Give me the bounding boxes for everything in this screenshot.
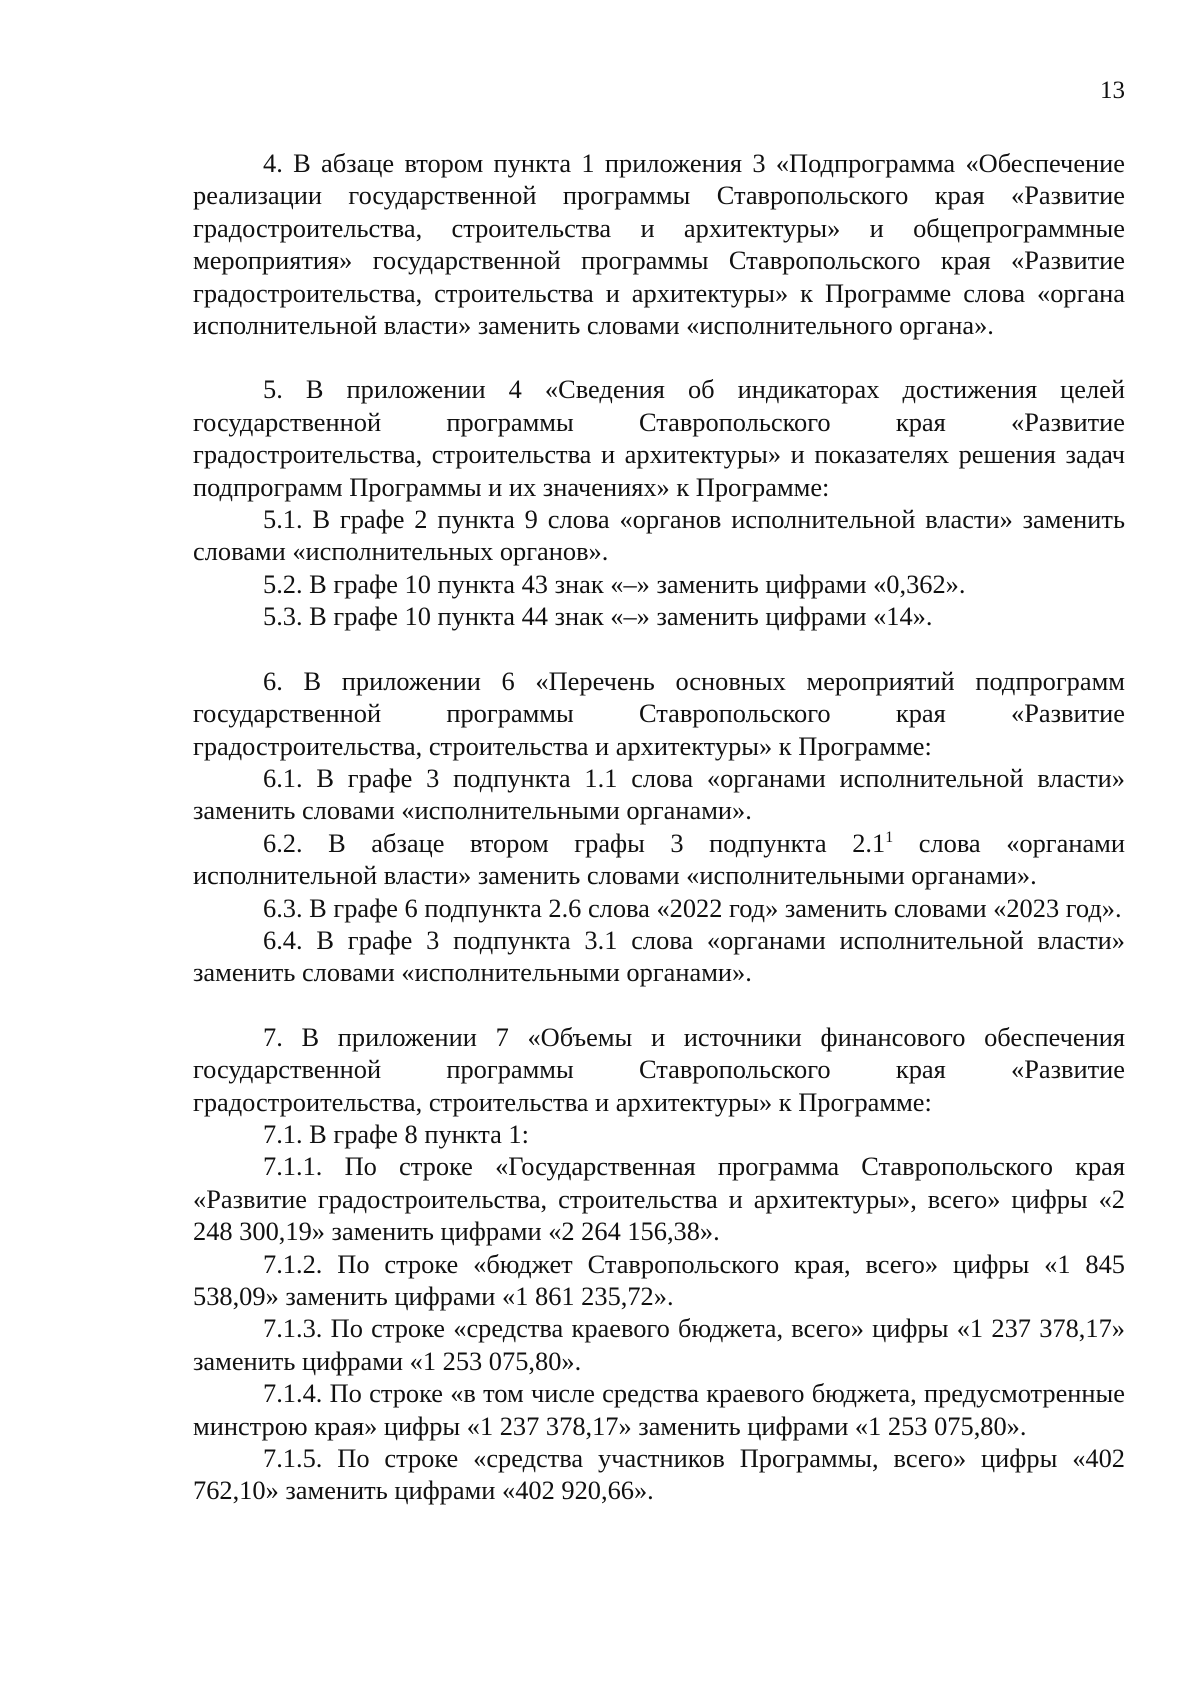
paragraph-7-1: 7.1. В графе 8 пункта 1: <box>263 1118 529 1149</box>
paragraph-6-2 <box>193 827 1125 892</box>
paragraph-7-1-5: 7.1.5. По строке «средства участников Программы, всего» цифры «402 762,10» заменить цифрами «402 920,66». <box>193 1443 1125 1506</box>
paragraph-5-3: 5.3. В графе 10 пункта 44 знак «–» заменить цифрами «14». <box>263 601 933 632</box>
paragraph-7-1-2: 7.1.2. По строке «бюджет Ставропольского края, всего» цифры «1 845 538,09» заменить цифрами «1 861 235,72». <box>193 1248 1125 1311</box>
paragraph-7-1-1: 7.1.1. По строке «Государственная программа Ставропольского края «Развитие градостроительства, строительства и архитектуры», всего» цифры «2 248 300,19» заменить цифрами «2 264 156,38». <box>193 1151 1125 1247</box>
paragraph-6: 6. В приложении 6 «Перечень основных мероприятий подпрограмм государственной программы Ставропольского края «Развитие градостроительства, строительства и архитектуры» к Программе: <box>193 665 1125 761</box>
paragraph-6-3: 6.3. В графе 6 подпункта 2.6 слова «2022 год» заменить словами «2023 год». <box>263 892 1122 923</box>
paragraph-7: 7. В приложении 7 «Объемы и источники финансового обеспечения государственной программы Ставропольского края «Развитие градостроительства, строительства и архитектуры» к Программе: <box>193 1021 1125 1117</box>
paragraph-4: 4. В абзаце втором пункта 1 приложения 3 «Подпрограмма «Обеспечение реализации государственной программы Ставропольского края «Развитие градостроительства, строительства и архитектуры» и общепрограммные мероприятия» государственной программы Ставропольского края «Развитие градостроительства, строительства и архитектуры» к Программе слова «органа исполнительной власти» заменить словами «исполнительного органа». <box>193 148 1125 341</box>
paragraph-6-1: 6.1. В графе 3 подпункта 1.1 слова «органами исполнительной власти» заменить словами «исполнительными органами». <box>193 762 1125 826</box>
paragraph-6-2-after: слова «органами исполнительной власти» заменить словами «исполнительными органами». <box>193 827 1125 891</box>
paragraph-7-1-3: 7.1.3. По строке «средства краевого бюджета, всего» цифры «1 237 378,17» заменить цифрами «1 253 075,80». <box>193 1313 1125 1376</box>
paragraph-5-2: 5.2. В графе 10 пункта 43 знак «–» заменить цифрами «0,362». <box>263 568 966 599</box>
paragraph-6-2-superscript: 1 <box>885 828 894 846</box>
paragraph-5: 5. В приложении 4 «Сведения об индикаторах достижения целей государственной программы Ставропольского края «Развитие градостроительства, строительства и архитектуры» и показателях решения задач подпрограмм Программы и их значениях» к Программе: <box>193 374 1125 502</box>
document-body <box>193 147 1125 1507</box>
paragraph-7-1-4: 7.1.4. По строке «в том числе средства краевого бюджета, предусмотренные минстрою края» цифры «1 237 378,17» заменить цифрами «1 253 075,80». <box>193 1378 1125 1441</box>
paragraph-6-2-before: 6.2. В абзаце втором графы 3 подпункта 2.1 <box>263 827 886 858</box>
paragraph-5-1: 5.1. В графе 2 пункта 9 слова «органов исполнительной власти» заменить словами «исполнительных органов». <box>193 504 1125 567</box>
page-number: 13 <box>1100 77 1125 104</box>
paragraph-6-4: 6.4. В графе 3 подпункта 3.1 слова «органами исполнительной власти» заменить словами «исполнительными органами». <box>193 924 1125 988</box>
